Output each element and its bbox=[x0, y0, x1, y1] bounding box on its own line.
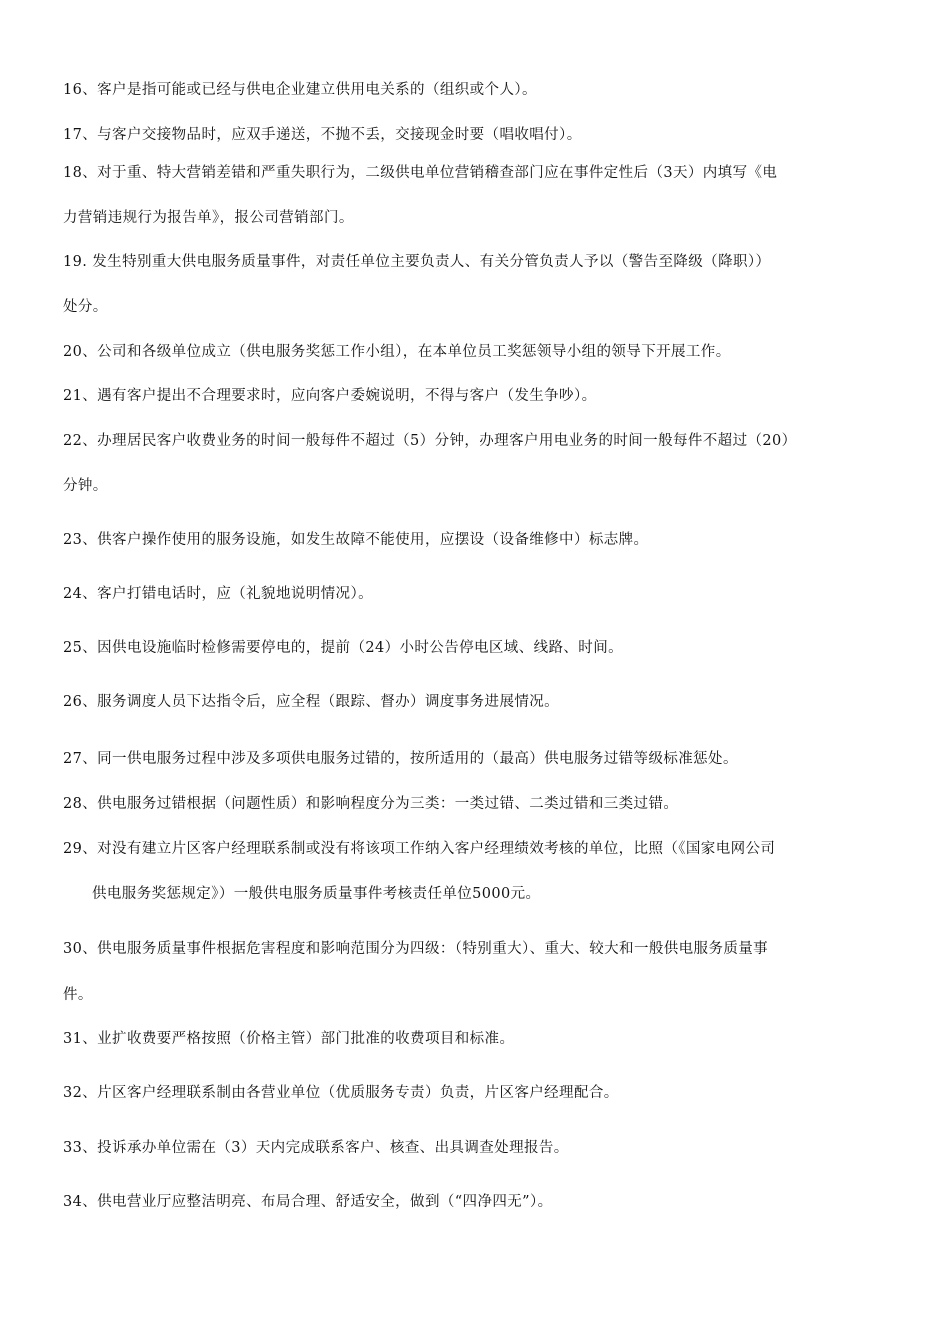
item-19-line-2: 处分。 bbox=[63, 299, 108, 315]
item-20-line-1: 20、公司和各级单位成立（供电服务奖惩工作小组），在本单位员工奖惩领导小组的领导下开展工作。 bbox=[63, 344, 731, 360]
item-29-line-1: 29、对没有建立片区客户经理联系制或没有将该项工作纳入客户经理绩效考核的单位，比照（《国家电网公司 bbox=[63, 841, 776, 857]
item-16-line-1: 16、客户是指可能或已经与供电企业建立供用电关系的（组织或个人）。 bbox=[63, 82, 537, 98]
item-32-line-1: 32、片区客户经理联系制由各营业单位（优质服务专责）负责，片区客户经理配合。 bbox=[63, 1085, 619, 1101]
item-18-line-2: 力营销违规行为报告单》，报公司营销部门。 bbox=[63, 210, 354, 226]
item-25-line-1: 25、因供电设施临时检修需要停电的，提前（24）小时公告停电区域、线路、时间。 bbox=[63, 640, 623, 656]
item-29-line-2: 供电服务奖惩规定》）一般供电服务质量事件考核责任单位5000元。 bbox=[92, 886, 541, 902]
item-23-line-1: 23、供客户操作使用的服务设施，如发生故障不能使用，应摆设（设备维修中）标志牌。 bbox=[63, 532, 649, 548]
item-28-line-1: 28、供电服务过错根据（问题性质）和影响程度分为三类：一类过错、二类过错和三类过错。 bbox=[63, 796, 679, 812]
item-33-line-1: 33、投诉承办单位需在（3）天内完成联系客户、核查、出具调查处理报告。 bbox=[63, 1140, 569, 1156]
item-21-line-1: 21、遇有客户提出不合理要求时，应向客户委婉说明，不得与客户（发生争吵）。 bbox=[63, 388, 597, 404]
item-26-line-1: 26、服务调度人员下达指令后，应全程（跟踪、督办）调度事务进展情况。 bbox=[63, 694, 560, 710]
item-17-line-1: 17、与客户交接物品时，应双手递送，不抛不丢，交接现金时要（唱收唱付）。 bbox=[63, 127, 582, 143]
item-22-line-2: 分钟。 bbox=[63, 478, 108, 494]
item-24-line-1: 24、客户打错电话时，应（礼貌地说明情况）。 bbox=[63, 586, 373, 602]
item-31-line-1: 31、业扩收费要严格按照（价格主管）部门批准的收费项目和标准。 bbox=[63, 1031, 515, 1047]
item-22-line-1: 22、办理居民客户收费业务的时间一般每件不超过（5）分钟，办理客户用电业务的时间一般每件不超过（20） bbox=[63, 433, 797, 449]
item-18-line-1: 18、对于重、特大营销差错和严重失职行为，二级供电单位营销稽查部门应在事件定性后（3天）内填写《电 bbox=[63, 165, 778, 181]
item-30-line-1: 30、供电服务质量事件根据危害程度和影响范围分为四级：（特别重大）、重大、较大和一般供电服务质量事 bbox=[63, 941, 769, 957]
item-34-line-1: 34、供电营业厅应整洁明亮、布局合理、舒适安全，做到（“四净四无”）。 bbox=[63, 1194, 553, 1210]
item-27-line-1: 27、同一供电服务过程中涉及多项供电服务过错的，按所适用的（最高）供电服务过错等级标准惩处。 bbox=[63, 751, 738, 767]
item-30-line-2: 件。 bbox=[63, 987, 93, 1003]
item-19-line-1: 19. 发生特别重大供电服务质量事件，对责任单位主要负责人、有关分管负责人予以（警告至降级（降职）） bbox=[63, 254, 771, 270]
